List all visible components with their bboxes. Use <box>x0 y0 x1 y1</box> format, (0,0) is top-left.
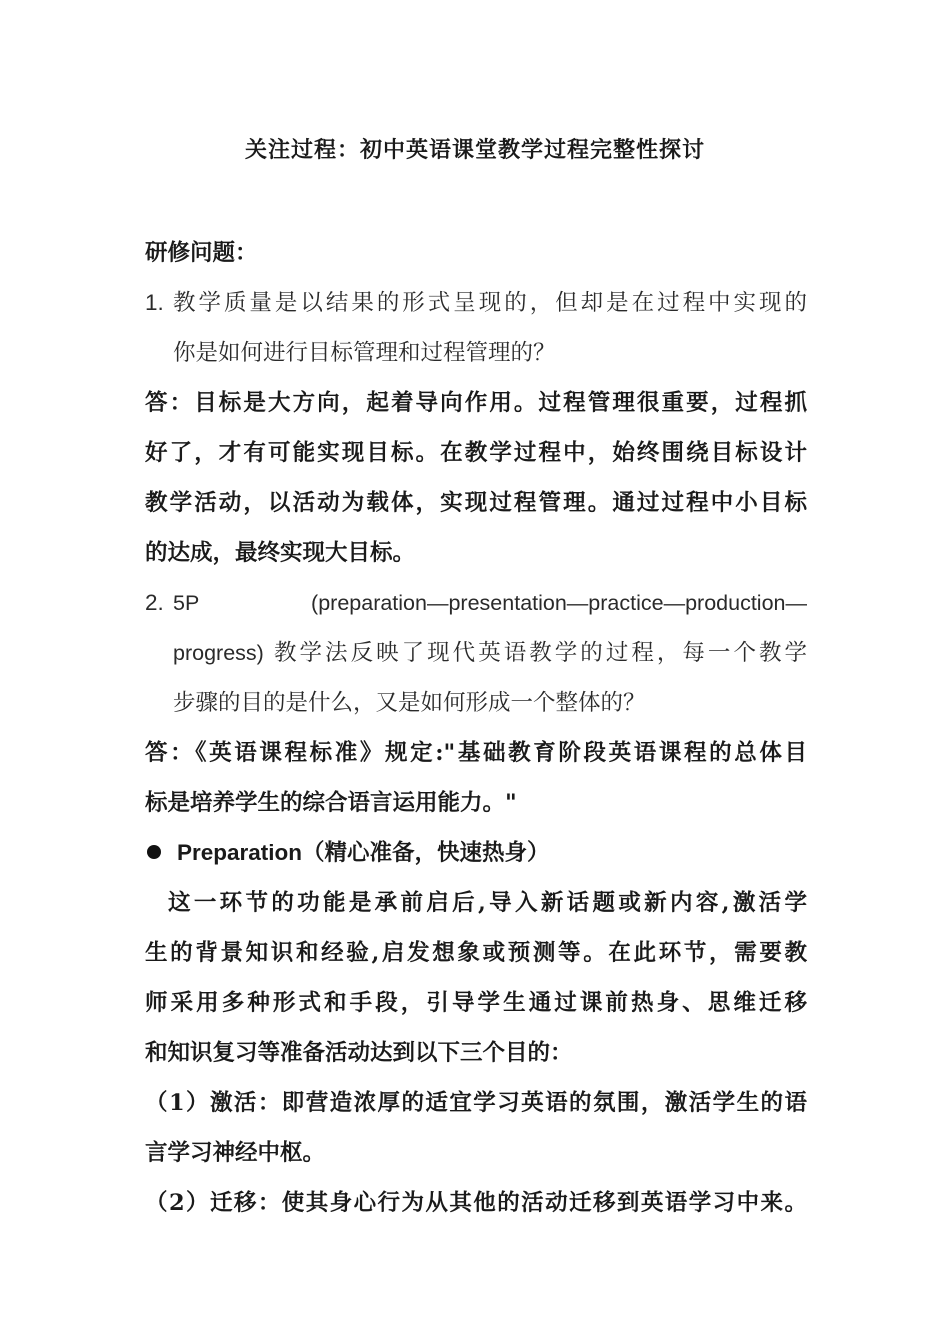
question-1-line-2: 你是如何进行目标管理和过程管理的？ <box>173 340 556 366</box>
question-1-line-1: 教学质量是以结果的形式呈现的，但却是在过程中实现的 <box>173 290 807 316</box>
paragraph-line-3: 师采用多种形式和手段，引导学生通过课前热身、思维迁移 <box>145 990 807 1016</box>
bullet-preparation <box>145 828 807 878</box>
preparation-paragraph <box>145 878 807 1078</box>
paragraph-line-4: 和知识复习等准备活动达到以下三个目的： <box>145 1040 573 1066</box>
answer-1 <box>145 378 807 578</box>
answer-1-line-2: 好了，才有可能实现目标。在教学过程中，始终围绕目标设计 <box>145 440 807 466</box>
answer-2-line-2: 标是培养学生的综合语言运用能力。" <box>145 790 517 816</box>
section-heading: 研修问题： <box>145 240 258 266</box>
question-2-line-1 <box>173 578 807 628</box>
purpose-1-line-2: 言学习神经中枢。 <box>145 1140 326 1166</box>
answer-1-line-3: 教学活动，以活动为载体，实现过程管理。通过过程中小目标 <box>145 490 807 516</box>
answer-1-line-1: 答：目标是大方向，起着导向作用。过程管理很重要，过程抓 <box>145 390 807 416</box>
paragraph-line-2: 生的背景知识和经验,启发想象或预测等。在此环节，需要教 <box>145 940 807 966</box>
paragraph-line-1: 这一环节的功能是承前启后,导入新话题或新内容,激活学 <box>168 890 807 916</box>
question-1-number: 1. <box>145 290 164 315</box>
answer-2-line-1: 答：《英语课程标准》规定:"基础教育阶段英语课程的总体目 <box>145 740 807 766</box>
purpose-1-line-1: （1）激活：即营造浓厚的适宜学习英语的氛围，激活学生的语 <box>145 1090 807 1116</box>
question-2-stages: (preparation—presentation—practice—production— <box>311 591 807 615</box>
question-2-line-3: 步骤的目的是什么，又是如何形成一个整体的？ <box>173 690 646 716</box>
document-body <box>145 228 807 1228</box>
question-1 <box>145 278 807 378</box>
question-2-line-2 <box>173 628 807 678</box>
answer-2 <box>145 728 807 828</box>
bullet-preparation-cjk: （精心准备，快速热身） <box>302 840 550 866</box>
bullet-preparation-latin: Preparation <box>177 840 303 865</box>
question-2 <box>145 578 807 728</box>
bullet-dot-icon <box>147 845 161 859</box>
question-2-5p: 5P <box>173 591 199 615</box>
document-title: 关注过程：初中英语课堂教学过程完整性探讨 <box>244 137 705 163</box>
question-2-line-2-text: 教学法反映了现代英语教学的过程，每一个教学 <box>263 640 807 666</box>
purpose-1 <box>145 1078 807 1178</box>
question-2-progress: progress) <box>173 641 264 665</box>
purpose-2-line-1: （2）迁移：使其身心行为从其他的活动迁移到英语学习中来。 <box>145 1190 807 1216</box>
purpose-2 <box>145 1178 807 1228</box>
question-2-number: 2. <box>145 590 164 615</box>
answer-1-line-4: 的达成，最终实现大目标。 <box>145 540 416 566</box>
